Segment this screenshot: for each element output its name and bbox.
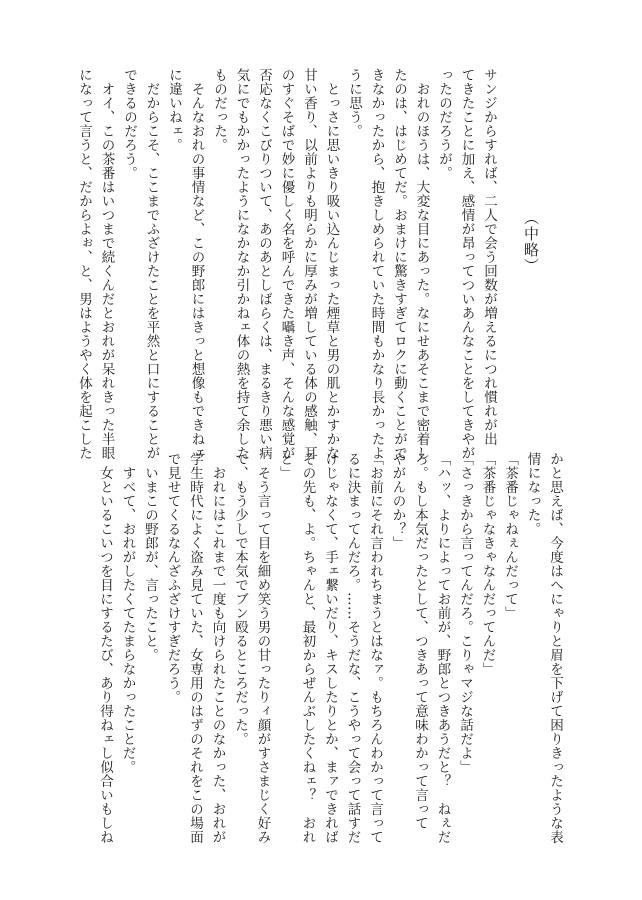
text-line: そう言って目を細め笑う男の甘ったりィ顔がすさまじく好み <box>254 452 271 844</box>
text-line: 情になった。 <box>524 452 541 536</box>
text-line: るに決まってんだろ。……そうだな、こうやって会って話すだ <box>344 452 361 844</box>
text-line: に違いねェ。 <box>166 68 182 152</box>
text-line: けじゃなくて、手ェ繋いだり、キスしたりとか、まァできれば <box>322 452 338 844</box>
text-line: サンジからすれば、二人で会う回数が増えるにつれ慣れが出 <box>481 68 497 446</box>
text-line: 甘い香り、以前よりも明らかに厚みが増している体の感触、耳 <box>301 68 317 460</box>
section-break-heading: （中略） <box>522 210 540 274</box>
text-line: だからこそ、ここまでふざけたことを平然と口にすることが <box>143 68 160 460</box>
text-line: ろ。もし本気だったとして、つきあって意味わかって言って <box>412 452 428 830</box>
text-line: かと思えば、今度はへにゃりと眉を下げて困りきったような表 <box>547 452 563 844</box>
text-line: ったのだろうが。 <box>436 68 452 180</box>
text-line: きなかったから、抱きしめられていた時間もかなり長かったよ <box>368 68 385 460</box>
text-line: 「ハッ、よりによってお前が、野郎とつきあうだと？ ねぇだ <box>434 452 451 844</box>
text-line: おれにはこれまで一度も向けられたことのなかった、おれが <box>209 452 226 844</box>
text-line: たのは、はじめてだ。おまけに驚きすぎてロクに動くことがで <box>391 68 407 460</box>
text-line: と」 <box>277 452 293 480</box>
text-line: いまこの野郎が、言ったこと。 <box>142 452 158 662</box>
text-line: 「さっきから言ってんだろ。こりゃマジな話だよ」 <box>457 452 473 774</box>
text-line: おれのほうは、大変な目にあった。なにせあそこまで密着し <box>413 68 430 460</box>
text-line: になって言うと、だからよぉ、と、男はようやく体を起こした <box>76 68 92 460</box>
text-line: で、もう少しで本気でブン殴るところだった。 <box>232 452 248 746</box>
text-line: で見せてくるなんざふざけすぎだろう。 <box>164 452 181 704</box>
text-line: のすぐそばで妙に優しく名を呼んできた囁き声、そんな感覚が <box>278 68 295 460</box>
text-line: てきたことに加え、感情が昂ってついあんなことをしてきやが <box>458 68 475 460</box>
text-line: できるのだろう。 <box>121 68 137 180</box>
text-line: やがんのか？」 <box>389 452 406 550</box>
text-line: その先も、よ。ちゃんと、最初からぜんぶしたくねェ？ おれ <box>299 452 316 844</box>
text-line: 学生時代によく盗み見ていた、女専用のはずのそれをこの場面 <box>187 452 203 844</box>
text-line: 「お前にそれ言われちまうとはなァ。もちろんわかって言って <box>367 452 383 844</box>
upper-text-block <box>76 68 500 460</box>
text-line: 「茶番じゃねぇんだって」 <box>502 452 518 620</box>
text-line: うに思う。 <box>346 68 362 138</box>
text-line: とっさに思いきり吸い込んじまった煙草と男の肌とかすかな <box>323 68 340 460</box>
text-line: 女といるこいつを目にするたび、あり得ねェし似合いもしね <box>97 452 113 844</box>
text-line: 否応なくこびりついて、あのあとしばらくは、まるきり悪い病 <box>256 68 272 460</box>
text-line: 「茶番じゃなきゃなんだってんだ」 <box>479 452 496 676</box>
text-line: すべて、おれがしたくてたまらなかったことだ。 <box>119 452 136 774</box>
text-line: ものだった。 <box>211 68 227 152</box>
text-line: オイ、この茶番はいつまで続くんだとおれが呆れきった半眼 <box>98 68 115 460</box>
text-line: 気にでもかかったようになかなか引かねェ体の熱を持て余した <box>233 68 250 460</box>
text-line: そんなおれの事情など、この野郎にはきっと想像もできねェ <box>188 68 205 460</box>
lower-text-block <box>88 452 566 844</box>
